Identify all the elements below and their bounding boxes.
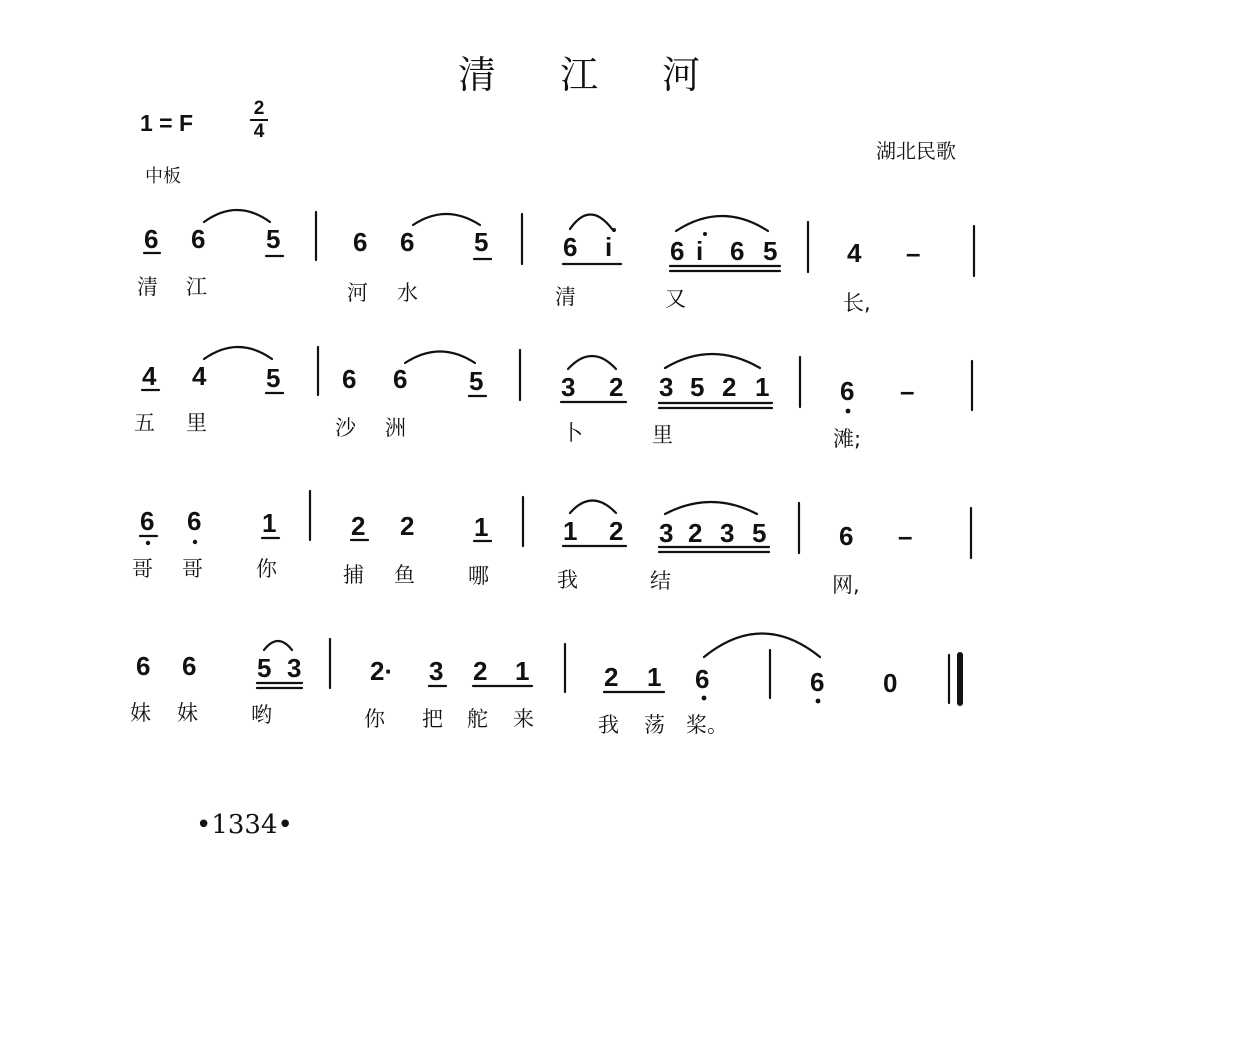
note: 5 [266,224,281,254]
note: 3 [659,372,674,402]
note: 1 [262,508,277,538]
song-credit: 湖北民歌 [876,139,956,163]
lyric: 五 [134,411,155,435]
note: 2 [722,372,737,402]
slur [570,215,612,230]
slur [405,352,475,364]
lyric: 鱼 [394,563,415,587]
lyric: 妹 [177,701,198,725]
note: 6 [839,521,854,551]
lyric: 哥 [132,557,153,581]
time-signature-bottom: 4 [253,121,265,142]
slur [704,634,820,658]
octave-dot [146,541,150,545]
note: 6 [840,376,855,406]
note: 2 [609,372,624,402]
note: 6 [353,227,368,257]
note: 6 [670,236,685,266]
slur [568,356,616,369]
note: 2 [604,662,619,692]
slur [413,214,480,225]
note: 2 [351,511,366,541]
note: 3 [429,656,444,686]
lyric: 沙 [335,416,356,440]
lyric: 滩; [833,427,862,451]
note: 1 [755,372,770,402]
note: 6 [191,224,206,254]
note: i [696,236,704,266]
note: 1 [647,662,662,692]
note: 6 [400,227,415,257]
tempo-marking: 中板 [145,166,181,187]
note: 5 [469,366,484,396]
lyric: 水 [397,281,418,305]
note: 1 [474,512,489,542]
note: 5 [266,363,281,393]
note: 3 [561,372,576,402]
lyric: 清 [137,275,158,299]
note: 3 [659,518,674,548]
lyric: 把 [422,707,443,731]
page-number: •1334• [196,810,293,840]
lyric: 江 [186,275,207,299]
lyric: 网, [832,573,860,597]
lyric: 又 [665,287,686,311]
note-dash: – [898,521,913,551]
lyric: 里 [652,423,673,447]
note: 2 [688,518,703,548]
note: 3 [287,653,302,683]
note: 6 [730,236,745,266]
note: 2 [400,511,415,541]
key-signature: 1 = F [140,110,194,136]
octave-dot [612,228,616,232]
slur [204,347,272,359]
lyric: 妹 [130,701,151,725]
lyric: 捕 [343,563,364,587]
note: 5 [690,372,705,402]
note: 6 [144,224,159,254]
note: 6 [810,667,825,697]
note: 6 [393,364,408,394]
note: 5 [257,653,272,683]
lyric: 哥 [182,557,203,581]
lyric: 舵 [467,707,488,731]
note: i [605,232,613,262]
note: 2· [370,656,394,686]
lyric: 洲 [385,416,406,440]
note: 5 [474,227,489,257]
note: 2 [473,656,488,686]
lyric: 里 [186,411,207,435]
song-title: 清 江 河 [458,53,727,97]
slur [665,354,760,368]
lyric: 荡 [644,713,665,737]
lyric: 长, [843,291,871,315]
lyric: 我 [557,568,578,592]
lyric: 哟 [251,703,272,727]
lyric: 清 [555,285,576,309]
note-dash: – [906,238,921,268]
octave-dot [846,409,851,414]
note: 4 [192,361,207,391]
slur [570,501,616,514]
note: 6 [563,232,578,262]
lyric: 结 [650,569,671,593]
octave-dot [702,696,707,701]
lyric: 桨。 [686,713,728,737]
time-signature-top: 2 [253,98,265,119]
note: 4 [142,361,157,391]
octave-dot [193,540,197,544]
octave-dot [703,232,707,236]
lyric: 我 [598,713,619,737]
lyric: 卜 [562,421,583,445]
note: 5 [763,236,778,266]
slur [676,216,768,231]
lyric: 来 [513,707,534,731]
note: 0 [883,668,898,698]
slur [264,641,292,650]
note: 3 [720,518,735,548]
slur [204,210,270,222]
note: 6 [136,651,151,681]
slur [665,502,757,514]
note: 6 [182,651,197,681]
octave-dot [816,699,821,704]
lyric: 河 [347,281,368,305]
lyric: 你 [364,707,385,731]
note: 6 [695,664,710,694]
note: 6 [187,506,202,536]
note: 6 [342,364,357,394]
note-dash: – [900,376,915,406]
lyric: 你 [256,557,277,581]
note: 1 [563,516,578,546]
note: 2 [609,516,624,546]
note: 6 [140,506,155,536]
lyric: 哪 [468,564,489,588]
note: 4 [847,238,862,268]
note: 1 [515,656,530,686]
note: 5 [752,518,767,548]
